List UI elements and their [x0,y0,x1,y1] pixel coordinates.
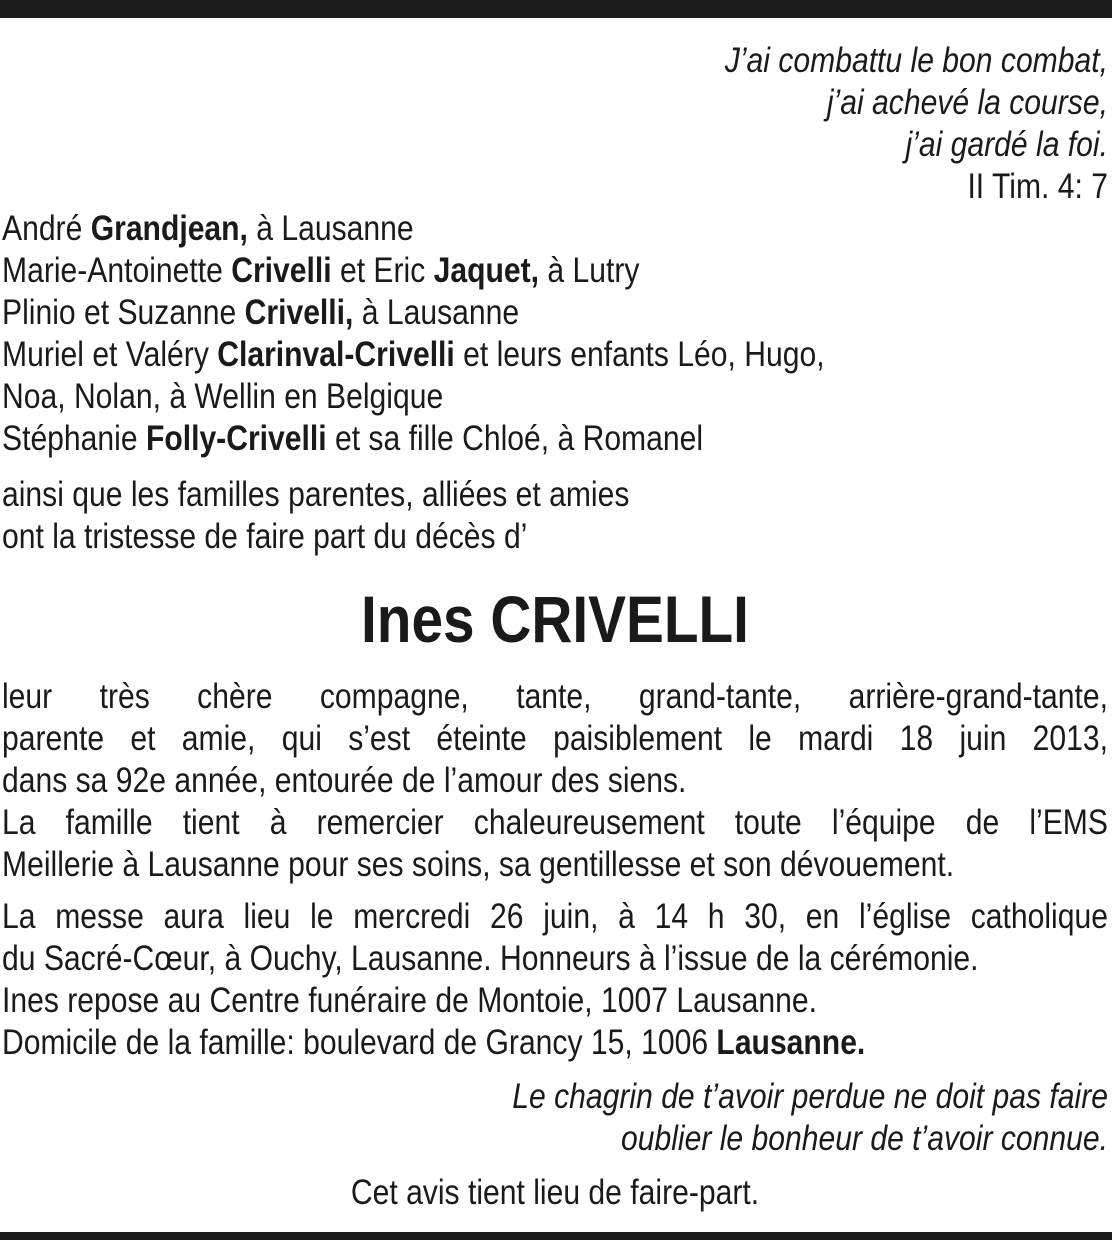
ceremony-line-3: Ines repose au Centre funéraire de Montoie, 1007 Lausanne. [2,981,817,1020]
family-line-4: Muriel et Valéry Clarinval-Crivelli et leurs enfants Léo, Hugo, [2,335,825,374]
family-line-2: Marie-Antoinette Crivelli et Eric Jaquet, à Lutry [2,251,640,290]
footer-note: Cet avis tient lieu de faire-part. [350,1173,760,1212]
deceased-name: Ines CRIVELLI [361,582,749,656]
tribute-line-3: dans sa 92e année, entourée de l’amour des siens. [2,761,687,800]
tribute-line-2: parente et amie, qui s’est éteinte paisiblement le mardi 18 juin 2013, [2,719,1108,758]
verse-line-1: J’ai combattu le bon combat, [724,41,1108,80]
ceremony-paragraph [2,896,1108,1064]
verse-line-2: j’ai achevé la course, [826,83,1108,122]
family-line-5: Noa, Nolan, à Wellin en Belgique [2,377,444,416]
family-line-6: Stéphanie Folly-Crivelli et sa fille Chloé, à Romanel [2,419,704,458]
thanks-line-1: La famille tient à remercier chaleureusement toute l’équipe de l’EMS [2,803,1108,842]
ceremony-line-2: du Sacré-Cœur, à Ouchy, Lausanne. Honneurs à l’issue de la cérémonie. [2,939,979,978]
ceremony-line-4: Domicile de la famille: boulevard de Grancy 15, 1006 Lausanne. [2,1023,866,1062]
intro-line-2: ont la tristesse de faire part du décès d’ [2,517,528,556]
tribute-line-1: leur très chère compagne, tante, grand-tante, arrière-grand-tante, [2,677,1108,716]
opening-verse [2,40,1108,208]
tribute-paragraph [2,676,1108,886]
intro-line-1: ainsi que les familles parentes, alliées et amies [2,475,630,514]
closing-line-2: oublier le bonheur de t’avoir connue. [620,1119,1108,1158]
closing-verse [2,1076,1108,1160]
ceremony-line-1: La messe aura lieu le mercredi 26 juin, à 14 h 30, en l’église catholique [2,897,1108,936]
bottom-rule [0,1232,1112,1240]
verse-reference: II Tim. 4: 7 [967,167,1108,206]
verse-line-3: j’ai gardé la foi. [905,125,1108,164]
top-rule [0,0,1112,18]
family-line-1: André Grandjean, à Lausanne [2,209,414,248]
family-list [2,208,1108,460]
closing-line-1: Le chagrin de t’avoir perdue ne doit pas faire [512,1077,1108,1116]
family-line-3: Plinio et Suzanne Crivelli, à Lausanne [2,293,520,332]
thanks-line-2: Meillerie à Lausanne pour ses soins, sa gentillesse et son dévouement. [2,845,955,884]
obituary-notice [2,40,1108,1214]
announcement-intro [2,474,1108,558]
